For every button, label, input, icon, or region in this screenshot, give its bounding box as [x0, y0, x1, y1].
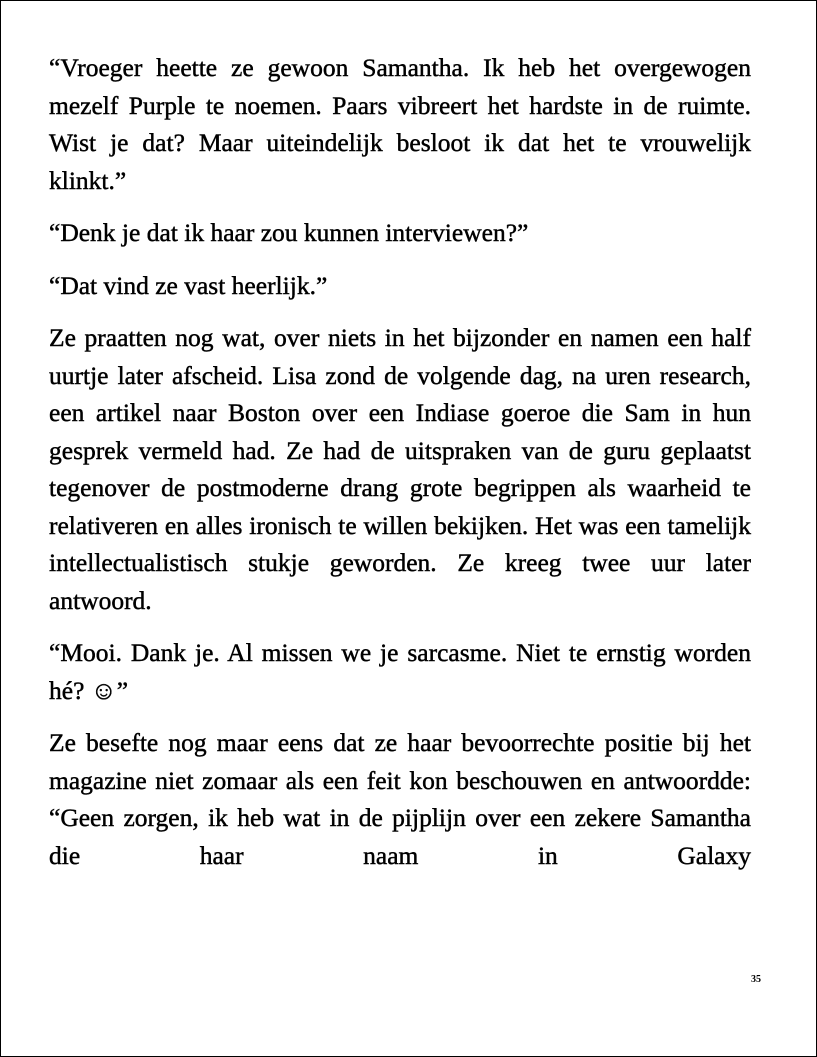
paragraph-6: Ze besefte nog maar eens dat ze haar bevoorrechte positie bij het magazine niet zomaar als een feit kon beschouwen en antwoordde: “Geen zorgen, ik heb wat in de pijplijn over een zekere Samantha die haar naam in Galaxy — [49, 728, 751, 870]
body-text — [49, 49, 751, 889]
page-number: 35 — [751, 974, 761, 985]
paragraph-3: “Dat vind ze vast heerlijk.” — [49, 270, 328, 300]
paragraph-5: “Mooi. Dank je. Al missen we je sarcasme. Niet te ernstig worden hé? ☺” — [49, 638, 751, 705]
paragraph-2: “Denk je dat ik haar zou kunnen interviewen?” — [49, 218, 529, 247]
paragraph-4: Ze praatten nog wat, over niets in het bijzonder en namen een half uurtje later afscheid. Lisa zond de volgende dag, na uren research, een artikel naar Boston over een Indiase goeroe die Sam in hun gesprek vermeld had. Ze had de uitspraken van de guru geplaatst tegenover de postmoderne drang grote begrippen als waarheid te relativeren en alles ironisch te willen bekijken. Het was een tamelijk intellectualistisch stukje geworden. Ze kreeg twee uur later antwoord. — [49, 323, 751, 615]
paragraph-1: “Vroeger heette ze gewoon Samantha. Ik heb het overgewogen mezelf Purple te noemen. Paars vibreert het hardste in de ruimte. Wist je dat? Maar uiteindelijk besloot ik dat het te vrouwelijk klinkt.” — [49, 53, 751, 195]
